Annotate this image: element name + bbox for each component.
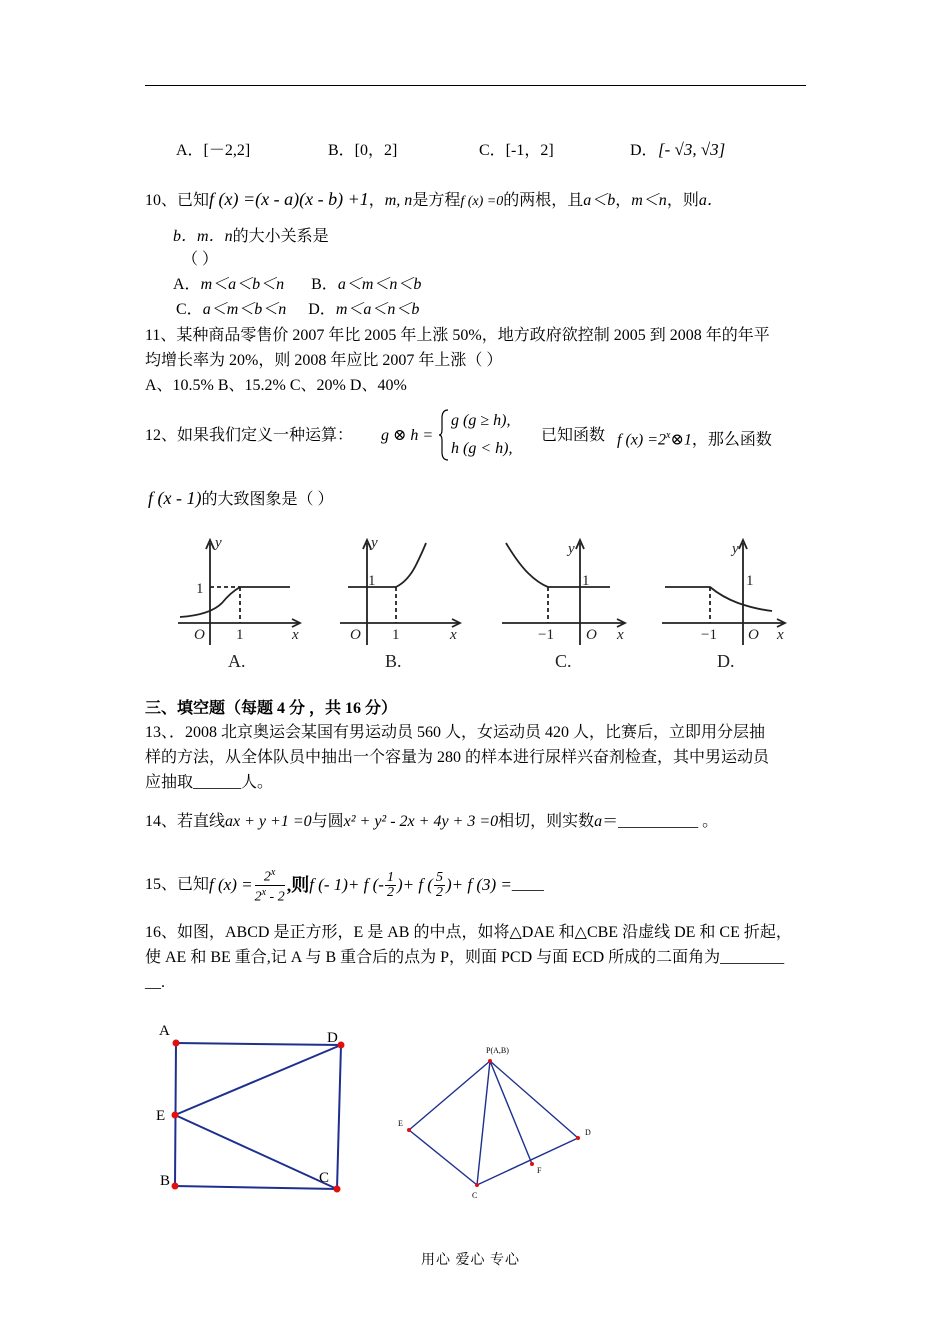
q14-end: 。 (698, 813, 719, 830)
q9-option-d-label: D． (630, 142, 658, 159)
q14-a: a (594, 813, 603, 830)
q14-line (145, 811, 718, 833)
q10-line1 (145, 188, 723, 213)
point-a (173, 1040, 180, 1047)
q12-case1: g (g ≥ h), (451, 412, 511, 429)
q10-a: a． (698, 192, 723, 209)
graph-b-y: y (371, 535, 378, 551)
label-d2: D (585, 1128, 591, 1137)
graph-a-y: y (215, 535, 222, 551)
q12-graphs (170, 535, 810, 675)
label-a: A (159, 1023, 170, 1039)
q14-mid: 与圆 (311, 813, 344, 830)
point-f (530, 1162, 534, 1166)
page-footer: 用心 爱心 专心 (421, 1253, 520, 1268)
q12-pre: 12、如果我们定义一种运算： (145, 427, 354, 444)
label-e: E (156, 1108, 166, 1124)
q13-line2: 样的方法，从全体队员中抽出一个容量为 280 的样本进行尿样兴奋剂检查，其中男运动员 (145, 749, 770, 766)
q9-option-a: A．[－2,2] (176, 142, 251, 159)
graph-a-one-y: 1 (196, 581, 204, 597)
q12-func-wrap (617, 425, 772, 451)
q14-line-eq: ax + y +1 =0 (225, 813, 312, 830)
graph-b-x: x (450, 627, 457, 643)
q12-line2-text: 的大致图象是（ ） (201, 491, 334, 508)
q15-fx: f (x) = (209, 875, 253, 895)
q10-line2 (173, 226, 329, 248)
q16-line1: 16、如图，ABCD 是正方形，E 是 AB 的中点，如将△DAE 和△CBE 沿虚线 DE 和 CE 折起， (145, 924, 792, 941)
q15-five-den: 2 (435, 884, 443, 900)
q10-text2: 是方程 (412, 192, 461, 209)
q10-options-cd (176, 299, 419, 321)
graph-a-x: x (292, 627, 299, 643)
point-d2 (576, 1136, 580, 1140)
graph-c (502, 540, 625, 645)
q10-optB-label: B． (311, 276, 338, 293)
q10-options-ab (173, 274, 421, 296)
label-f: F (537, 1166, 542, 1175)
q10-b: b． (173, 228, 198, 245)
q10-comma2: ， (615, 192, 632, 209)
q10-mn: m, n (384, 192, 413, 209)
label-e2: E (398, 1119, 403, 1128)
q14-pre: 14、若直线 (145, 813, 226, 830)
q10-optD-label: D． (308, 301, 336, 318)
q12-func: f (x) =2 (617, 431, 666, 449)
q15-half (385, 871, 396, 900)
q10-optA: m＜a＜b＜n (200, 276, 285, 293)
q15-den: 2 (254, 889, 262, 905)
q15-five-num: 5 (435, 869, 443, 885)
q10-comma: ， (368, 192, 385, 209)
label-b: B (160, 1173, 171, 1189)
q10-optD: m＜a＜n＜b (335, 301, 420, 318)
q9-option-d-expr: [- √3, √3] (658, 140, 726, 159)
graph-c-o: O (586, 627, 597, 643)
graph-d-y: y (732, 541, 739, 557)
q10-cond2: m＜n (631, 192, 667, 209)
q11-line1: 11、某种商品零售价 2007 年比 2005 年上涨 50%，地方政府欲控制 2005 到 2008 年的年平 (145, 327, 770, 344)
q15-num-sup: x (270, 867, 276, 878)
graph-c-one-y: 1 (582, 573, 590, 589)
graph-c-x: x (617, 627, 624, 643)
graph-d-x: x (777, 627, 784, 643)
q15-pre: 15、已知 (145, 876, 210, 894)
point-c (334, 1186, 341, 1193)
q10-text4: ，则 (666, 192, 699, 209)
q10-optA-label: A． (173, 276, 201, 293)
label-p: P(A,B) (486, 1046, 509, 1055)
q11-options: A、10.5% B、15.2% C、20% D、40% (145, 377, 407, 394)
graph-c-neg-one: −1 (538, 627, 554, 643)
graph-a-o: O (194, 627, 205, 643)
q14-blank: __________ (618, 813, 699, 830)
graph-b-o: O (350, 627, 361, 643)
graph-d (662, 540, 785, 645)
q15-five-halves (434, 871, 445, 900)
q12-op: g ⊗ h = (381, 427, 434, 444)
graph-c-label: C. (555, 651, 572, 671)
q10-n: n (224, 228, 233, 245)
q15-half-den: 2 (386, 884, 394, 900)
q14-post: 相切，则实数 (498, 813, 595, 830)
q13-line1: 13、．2008 北京奥运会某国有男运动员 560 人，女运动员 420 人，比赛后，立即用分层抽 (145, 724, 766, 741)
graph-b-one-y: 1 (368, 573, 376, 589)
q15-den-sup: x (261, 886, 267, 898)
graph-c-y: y (568, 541, 575, 557)
point-c2 (475, 1183, 479, 1187)
q10-f: f (x) =(x - a)(x - b) +1 (209, 189, 369, 209)
graph-d-one-y: 1 (746, 573, 754, 589)
q15-den-tail: - 2 (266, 889, 285, 905)
q10-m: m． (197, 228, 225, 245)
q15-terms3: )+ f (3) = (445, 875, 512, 895)
point-p (488, 1059, 492, 1063)
graph-b-one-x: 1 (392, 627, 400, 643)
q14-circle-eq: x² + y² - 2x + 4y + 3 =0 (343, 813, 499, 830)
point-e (172, 1112, 179, 1119)
point-e2 (407, 1128, 411, 1132)
q10-cond1: a＜b (583, 192, 616, 209)
q16-line2: 使 AE 和 BE 重合,记 A 与 B 重合后的点为 P，则面 PCD 与面 ECD 所成的二面角为________ (145, 949, 785, 966)
q12-brace (438, 408, 450, 462)
graph-a-one-x: 1 (236, 627, 244, 643)
label-d: D (327, 1030, 338, 1046)
q15-terms1: f (- 1)+ f (- (309, 875, 384, 895)
q9-option-b: B．[0，2] (328, 142, 398, 159)
q10-optC-label: C． (176, 301, 203, 318)
label-c2: C (472, 1191, 478, 1200)
q15-num: 2 (263, 869, 271, 885)
figure-square (150, 1018, 370, 1203)
q13-line3: 应抽取______人。 (145, 774, 274, 791)
q10-paren: （ ） (182, 251, 219, 268)
q9-option-c: C．[-1，2] (479, 142, 554, 159)
q10-text3: 的两根，且 (503, 192, 584, 209)
q12-line2 (148, 487, 334, 511)
q14-eq: ＝ (602, 813, 619, 830)
q12-post: ，那么函数 (691, 431, 772, 449)
q11-line2: 均增长率为 20%，则 2008 年应比 2007 年上涨（ ） (145, 352, 503, 369)
q12-sup: x (666, 430, 671, 441)
graph-d-neg-one: −1 (701, 627, 717, 643)
figure-pyramid (390, 1040, 610, 1205)
q10-optC: a＜m＜b＜n (202, 301, 287, 318)
q15-blank: ____ (511, 876, 544, 894)
q15-fraction (255, 866, 285, 904)
graph-a-label: A. (228, 651, 246, 671)
q15-ze: ,则 (286, 875, 310, 896)
q10-eq: f (x) =0 (460, 194, 504, 209)
q15-line (145, 866, 544, 904)
section3-heading: 三、填空题（每题 4 分 ，共 16 分） (145, 700, 398, 717)
graph-b-label: B. (385, 651, 402, 671)
q12-line2-f: f (x - 1) (148, 488, 202, 508)
q16-line3: __. (145, 974, 165, 991)
q12-mid: 已知函数 (541, 427, 606, 444)
q15-half-num: 1 (386, 869, 394, 885)
q12-case2: h (g < h), (451, 440, 513, 457)
graph-d-o: O (748, 627, 759, 643)
point-b (172, 1183, 179, 1190)
q15-terms2: )+ f ( (396, 875, 433, 895)
q10-optB: a＜m＜n＜b (337, 276, 422, 293)
q10-line2-text: 的大小关系是 (232, 228, 329, 245)
header-rule (145, 85, 806, 86)
label-c: C (319, 1170, 330, 1186)
graph-d-label: D. (717, 651, 735, 671)
q12-func2: ⊗1 (670, 431, 692, 449)
point-d (338, 1042, 345, 1049)
q10-pre: 10、已知 (145, 192, 210, 209)
